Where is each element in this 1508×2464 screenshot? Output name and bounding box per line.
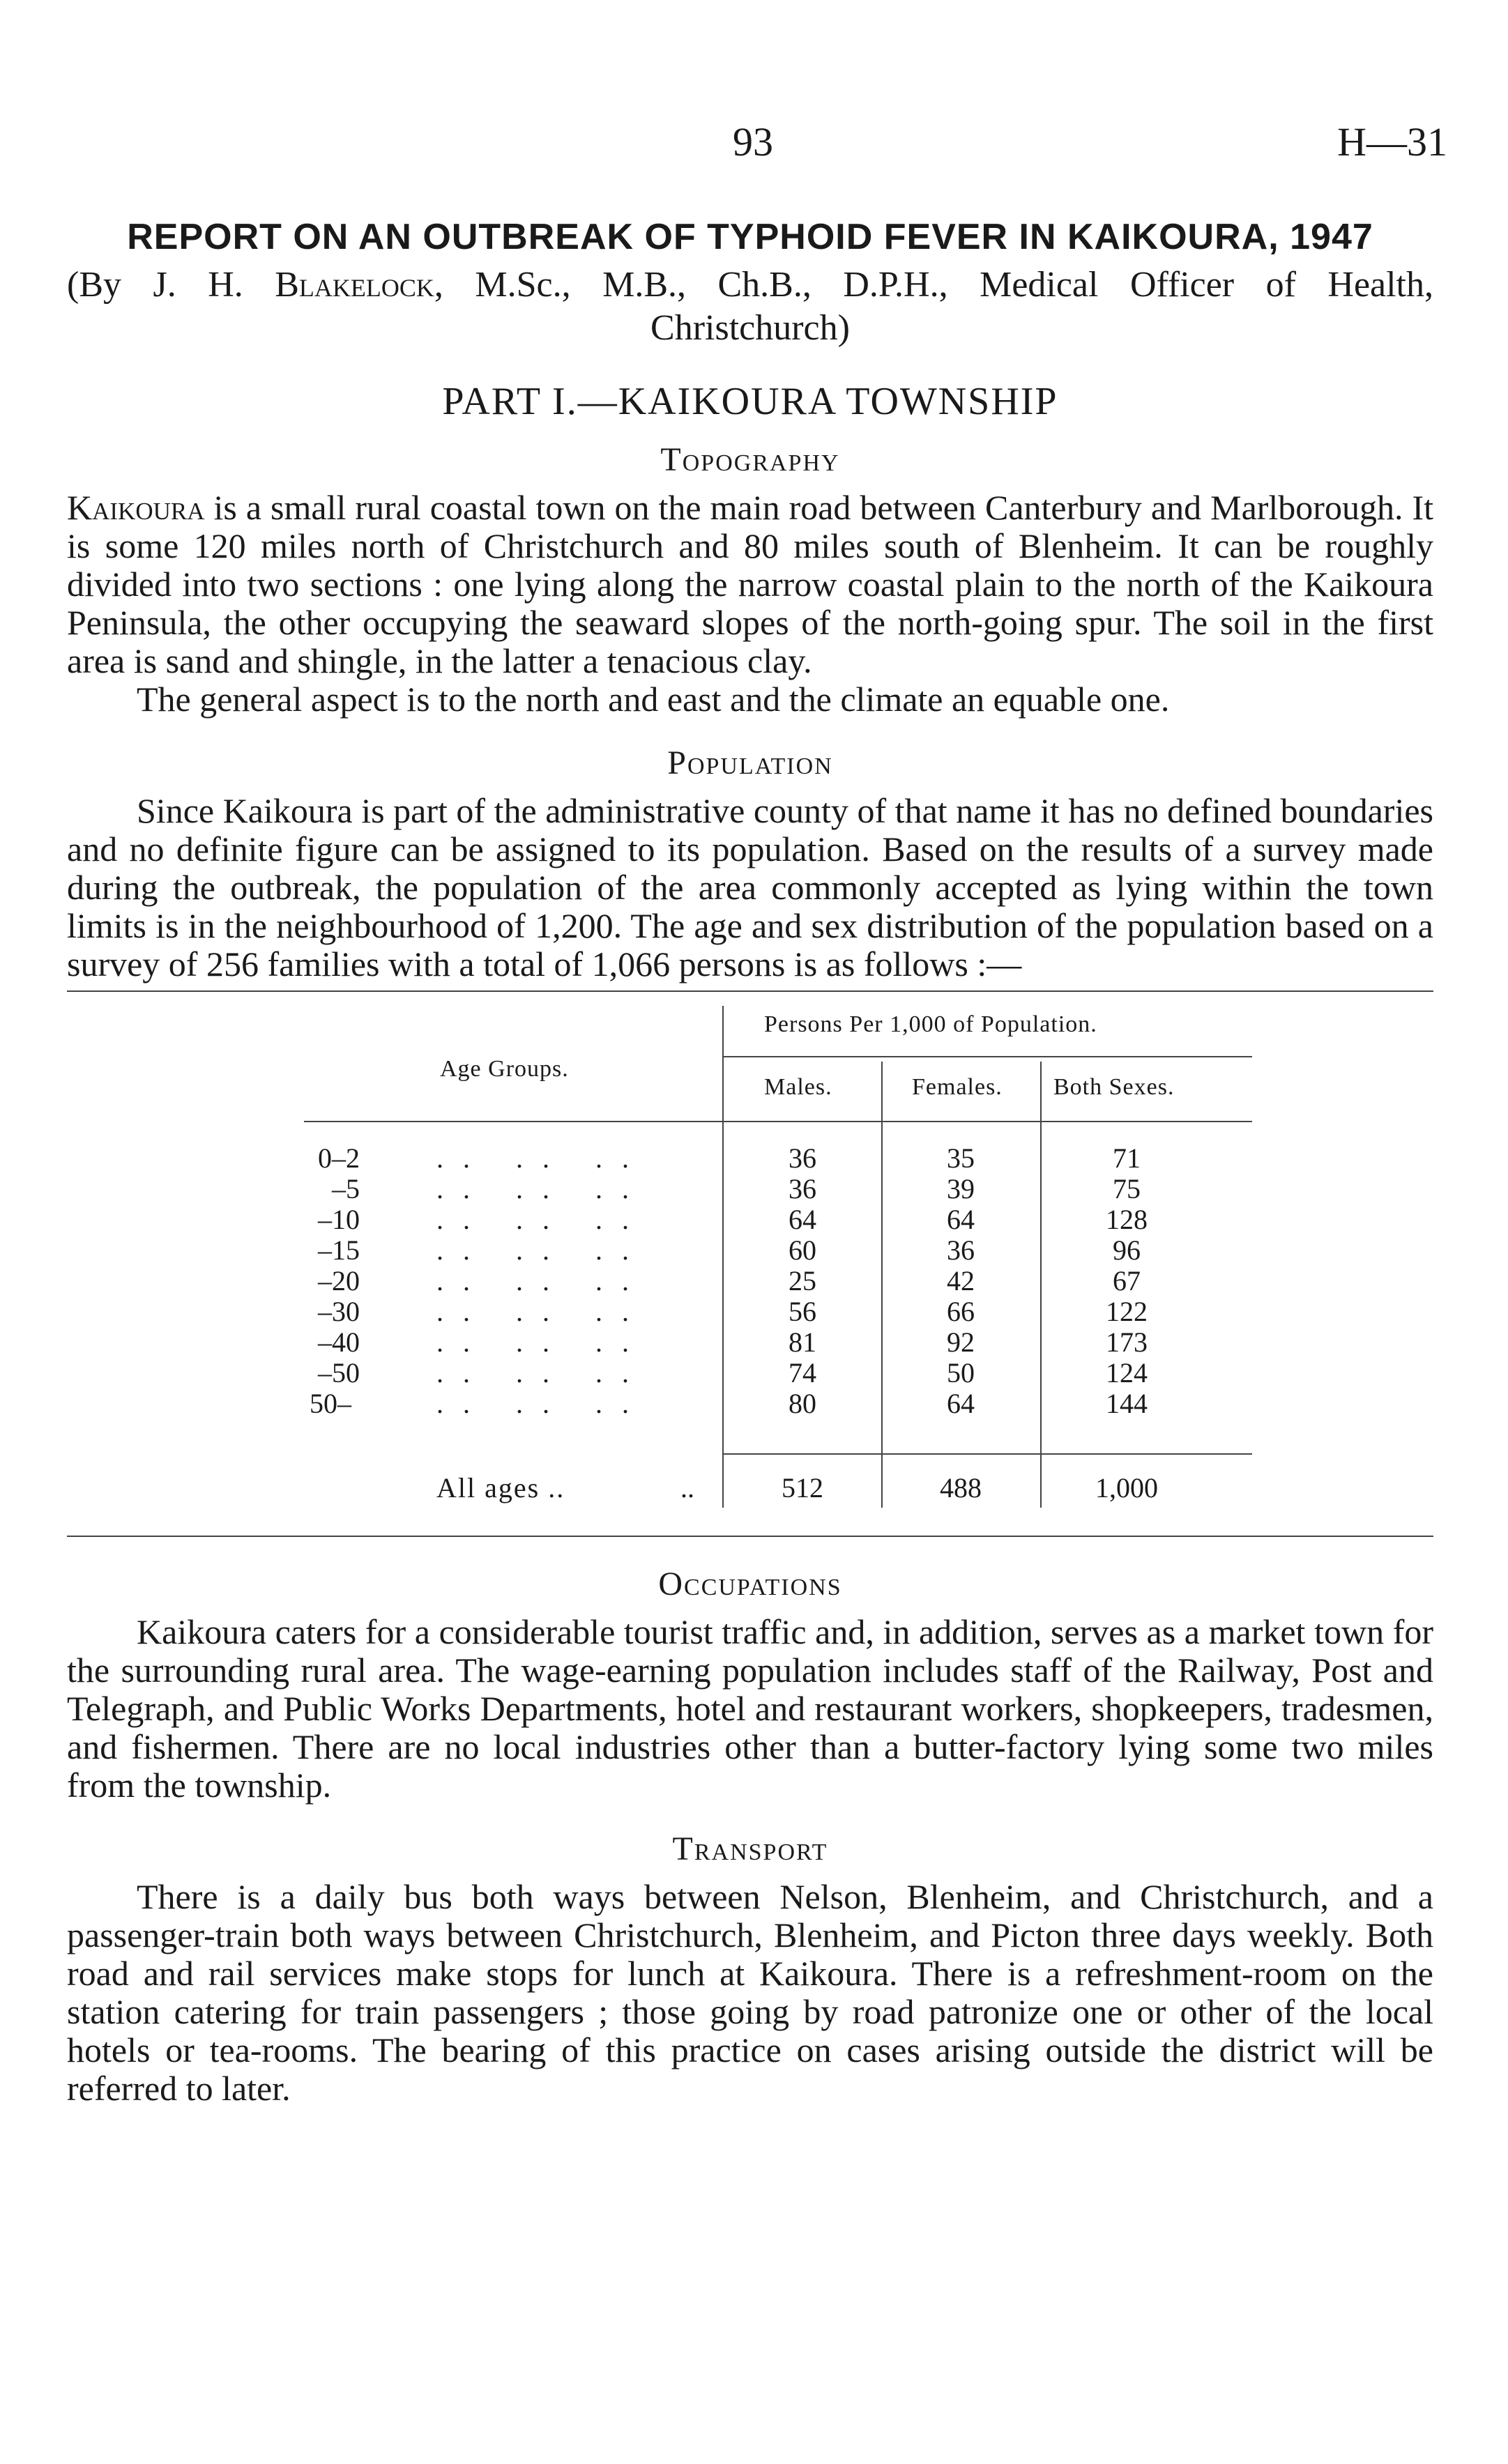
table-total-rule [722,1453,1252,1455]
row-females: 35 [947,1142,975,1174]
table-divider-females [1040,1062,1042,1508]
row-females: 64 [947,1388,975,1419]
row-females: 50 [947,1357,975,1388]
row-females: 66 [947,1296,975,1327]
row-females: 36 [947,1234,975,1266]
byline [67,263,1433,307]
row-females: 92 [947,1326,975,1358]
row-females: 39 [947,1173,975,1204]
topography-text-1: is a small rural coastal town on the main road between Canterbury and Marlborough. It is some 120 miles north of Christchurch and 80 miles south of Blenheim. It can be roughly divided into two sections : one lying along the narrow coastal plain to the north of the Kaikoura Peninsula, the other occupying the seaward slopes of the north-going spur. The soil in the first area is sand and shingle, in the latter a tenacious clay. [67,488,1433,680]
document-page [67,105,1447,2108]
total-females: 488 [940,1472,982,1503]
report-title: REPORT ON AN OUTBREAK OF TYPHOID FEVER IN KAIKOURA, 1947 [127,217,1373,257]
row-males: 80 [789,1388,816,1419]
row-leader: .. .. .. [436,1296,648,1327]
col-persons-per-1000: Persons Per 1,000 of Population. [764,1011,1097,1037]
row-both: 144 [1106,1388,1148,1419]
table-header-rule [304,1121,1252,1122]
row-both: 67 [1113,1265,1141,1296]
col-males: Males. [764,1074,832,1100]
transport-paragraph: There is a daily bus both ways between Nelson, Blenheim, and Christchurch, and a passenger-train both ways between Christchurch, Blenheim, and Picton three days weekly. Both road and rail services make stops for lunch at Kaikoura. There is a refreshment-room on the station catering for train passengers ; those going by road patronize one or other of the local hotels or tea-rooms. The bearing of this practice on cases arising outside the district will be referred to later. [67,1877,1433,2108]
row-leader: .. .. .. [436,1204,648,1235]
population-heading: Population [667,744,833,781]
transport-heading: Transport [672,1830,828,1867]
row-age: –20 [318,1265,360,1296]
row-leader: .. .. .. [436,1357,648,1388]
page-number: 93 [733,119,773,164]
row-both: 173 [1106,1326,1148,1358]
row-leader: .. .. .. [436,1265,648,1296]
col-both-sexes: Both Sexes. [1053,1074,1175,1100]
row-leader: .. .. .. [436,1142,648,1174]
col-age-groups: Age Groups. [440,1056,569,1082]
row-males: 74 [789,1357,816,1388]
row-males: 56 [789,1296,816,1327]
row-age: –50 [318,1357,360,1388]
topography-lead-word: Kaikoura [67,488,205,527]
row-age: –15 [318,1234,360,1266]
occupations-heading: Occupations [658,1566,842,1602]
row-males: 36 [789,1173,816,1204]
series-number: H—31 [1337,119,1447,164]
population-table [67,992,1433,1536]
row-males: 60 [789,1234,816,1266]
byline-credentials: , M.Sc., M.B., Ch.B., D.P.H., Medical Officer of Health, [434,265,1433,305]
row-both: 124 [1106,1357,1148,1388]
row-males: 25 [789,1265,816,1296]
row-age: –30 [318,1296,360,1327]
table-bottom-rule [67,1536,1433,1537]
row-leader: .. .. .. [436,1326,648,1358]
total-label: All ages .. [436,1472,565,1503]
row-both: 122 [1106,1296,1148,1327]
row-age: 50– [310,1388,351,1419]
row-age: –5 [332,1173,360,1204]
row-both: 96 [1113,1234,1141,1266]
population-paragraph: Since Kaikoura is part of the administrative county of that name it has no defined boundaries and no definite figure can be assigned to its population. Based on the results of a survey made during the outbreak, the population of the area commonly accepted as lying within the town limits is in the neighbourhood of 1,200. The age and sex distribution of the population based on a survey of 256 families with a total of 1,066 persons is as follows :— [67,791,1433,984]
page-header [67,105,1447,181]
byline-location: Christchurch) [650,308,850,348]
row-age: 0–2 [318,1142,360,1174]
row-both: 128 [1106,1204,1148,1235]
row-both: 75 [1113,1173,1141,1204]
part-heading: PART I.—KAIKOURA TOWNSHIP [442,380,1058,423]
topography-paragraph-2: The general aspect is to the north and east and the climate an equable one. [137,680,1170,719]
row-males: 81 [789,1326,816,1358]
row-females: 64 [947,1204,975,1235]
byline-open: (By J. H. [67,265,275,305]
row-age: –40 [318,1326,360,1358]
row-leader: .. .. .. [436,1234,648,1266]
row-age: –10 [318,1204,360,1235]
row-females: 42 [947,1265,975,1296]
col-females: Females. [912,1074,1003,1100]
row-males: 36 [789,1142,816,1174]
byline-author: Blakelock [275,265,434,305]
table-divider-age [722,1006,724,1508]
row-males: 64 [789,1204,816,1235]
total-leader: .. [680,1472,694,1503]
row-leader: .. .. .. [436,1388,648,1419]
total-males: 512 [782,1472,823,1503]
total-both: 1,000 [1095,1472,1158,1503]
table-subheader-rule [722,1056,1252,1057]
row-leader: .. .. .. [436,1173,648,1204]
topography-paragraph-1 [67,489,1433,680]
occupations-paragraph: Kaikoura caters for a considerable tourist traffic and, in addition, serves as a market town for the surrounding rural area. The wage-earning population includes staff of the Railway, Post and Telegraph, and Public Works Departments, hotel and restaurant workers, shopkeepers, tradesmen, and fishermen. There are no local industries other than a butter-factory lying some two miles from the township. [67,1612,1433,1805]
row-both: 71 [1113,1142,1141,1174]
table-divider-males [881,1062,883,1508]
topography-heading: Topography [660,441,840,478]
